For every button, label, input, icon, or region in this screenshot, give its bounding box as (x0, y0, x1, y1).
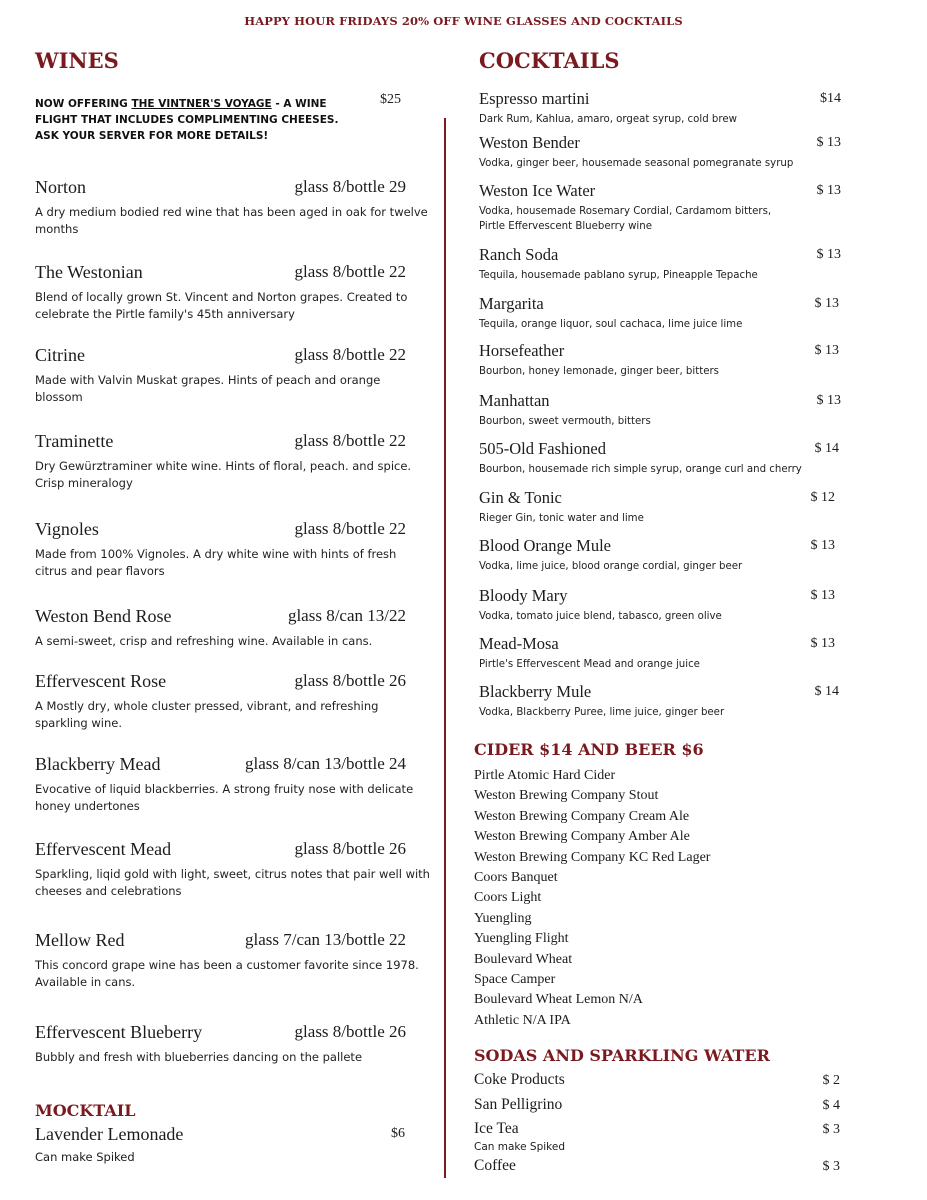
wine-price: glass 8/bottle 26 (294, 1022, 406, 1041)
wine-desc: This concord grape wine has been a customer favorite since 1978. Available in cans. (35, 958, 419, 989)
mocktail-heading: MOCKTAIL (35, 1101, 136, 1120)
wine-desc: Blend of locally grown St. Vincent and Norton grapes. Created to celebrate the Pirtle family's 45th anniversary (35, 290, 408, 321)
cocktail-name: Weston Bender (479, 133, 580, 152)
cocktail-name: Margarita (479, 294, 544, 313)
wine-desc: Sparkling, liqid gold with light, sweet, citrus notes that pair well with cheeses and celebrations (35, 867, 430, 898)
sodas-heading: SODAS AND SPARKLING WATER (474, 1046, 770, 1065)
cocktail-desc: Vodka, tomato juice blend, tabasco, green olive (479, 611, 722, 622)
wine-item (35, 1022, 430, 1066)
wine-desc: Evocative of liquid blackberries. A strong fruity nose with delicate honey undertones (35, 782, 414, 813)
mocktail-name: Lavender Lemonade (35, 1124, 184, 1144)
wine-price: glass 8/bottle 22 (294, 431, 406, 450)
soda-price: $ 2 (822, 1073, 840, 1088)
cocktail-desc: Dark Rum, Kahlua, amaro, orgeat syrup, cold brew (479, 114, 737, 125)
cocktail-name: Weston Ice Water (479, 181, 596, 200)
cocktail-item (479, 536, 849, 574)
cocktail-name: 505-Old Fashioned (479, 439, 606, 458)
wine-item (35, 177, 430, 238)
cocktail-price: $ 13 (816, 393, 841, 408)
cocktail-item (479, 391, 849, 429)
soda-name: Coffee (474, 1157, 516, 1174)
cocktail-item (479, 245, 849, 283)
wine-name: Effervescent Rose (35, 671, 167, 691)
wine-desc: A dry medium bodied red wine that has been aged in oak for twelve months (35, 205, 428, 236)
cocktail-desc: Vodka, ginger beer, housemade seasonal pomegranate syrup (479, 158, 794, 169)
cocktail-item (479, 341, 849, 379)
cocktail-name: Manhattan (479, 391, 550, 410)
soda-name: Coke Products (474, 1071, 565, 1088)
wine-name: Mellow Red (35, 930, 125, 950)
wine-desc: Made with Valvin Muskat grapes. Hints of peach and orange blossom (35, 373, 381, 404)
mocktail-item (35, 1124, 405, 1164)
beer-item: Weston Brewing Company Amber Ale (474, 829, 690, 845)
cocktail-name: Blood Orange Mule (479, 536, 611, 555)
column-divider (444, 118, 446, 1178)
beer-item: Athletic N/A IPA (474, 1012, 571, 1028)
wine-item (35, 671, 430, 732)
beer-item: Boulevard Wheat (474, 951, 573, 967)
cocktails-heading: COCKTAILS (479, 48, 620, 73)
wine-item (35, 262, 430, 323)
cocktail-item (479, 294, 849, 332)
beer-item: Weston Brewing Company KC Red Lager (474, 849, 711, 865)
cocktail-item (479, 488, 849, 526)
cocktail-price: $ 13 (810, 636, 835, 651)
wine-item (35, 606, 430, 650)
wine-name: Citrine (35, 345, 85, 365)
soda-price: $ 3 (822, 1122, 840, 1137)
cocktail-price: $ 13 (810, 588, 835, 603)
wine-item (35, 754, 430, 815)
cocktail-desc: Bourbon, housemade rich simple syrup, orange curl and cherry (479, 464, 802, 475)
cocktail-desc: Pirtle's Effervescent Mead and orange juice (479, 659, 700, 670)
cocktail-name: Espresso martini (479, 89, 590, 108)
cocktail-item (479, 181, 841, 234)
cocktail-name: Blackberry Mule (479, 682, 592, 701)
wine-price: glass 8/bottle 22 (294, 345, 406, 364)
wine-price: glass 7/can 13/bottle 22 (244, 930, 406, 949)
beer-item: Coors Light (474, 890, 542, 906)
flight-promo (35, 96, 365, 144)
cocktail-price: $ 13 (816, 135, 841, 150)
wine-price: glass 8/bottle 22 (294, 519, 406, 538)
wine-name: Effervescent Blueberry (35, 1022, 203, 1042)
wine-desc: Bubbly and fresh with blueberries dancing on the pallete (35, 1050, 363, 1064)
cocktail-name: Bloody Mary (479, 586, 568, 605)
soda-desc: Can make Spiked (474, 1141, 566, 1153)
beer-item: Yuengling (474, 910, 532, 926)
cocktail-name: Ranch Soda (479, 245, 559, 264)
wine-name: The Westonian (35, 262, 143, 282)
cocktail-price: $14 (820, 91, 841, 106)
soda-item (474, 1096, 844, 1114)
promo-lead: NOW OFFERING (35, 98, 132, 110)
cocktail-item (479, 439, 849, 477)
wine-desc: Dry Gewürztraminer white wine. Hints of floral, peach. and spice. Crisp mineralogy (35, 459, 412, 490)
wine-price: glass 8/can 13/bottle 24 (244, 754, 406, 773)
mocktail-price: $6 (391, 1126, 405, 1141)
wine-price: glass 8/bottle 26 (294, 671, 406, 690)
wine-price: glass 8/bottle 22 (294, 262, 406, 281)
wine-item (35, 345, 430, 406)
wines-heading: WINES (35, 48, 119, 73)
soda-name: Ice Tea (474, 1120, 519, 1137)
wine-desc: A semi-sweet, crisp and refreshing wine. Available in cans. (35, 634, 373, 648)
soda-item (474, 1071, 844, 1089)
wine-desc: Made from 100% Vignoles. A dry white wine with hints of fresh citrus and pear flavors (35, 547, 397, 578)
cocktail-desc: Vodka, Blackberry Puree, lime juice, ginger beer (479, 707, 725, 718)
cocktail-item (479, 89, 849, 127)
wine-name: Effervescent Mead (35, 839, 172, 859)
wine-desc: A Mostly dry, whole cluster pressed, vibrant, and refreshing sparkling wine. (35, 699, 379, 730)
beer-item: Pirtle Atomic Hard Cider (474, 768, 616, 783)
wine-name: Weston Bend Rose (35, 606, 172, 626)
wine-name: Traminette (35, 431, 114, 451)
wine-item (35, 839, 430, 900)
cocktail-price: $ 13 (816, 247, 841, 262)
soda-item (474, 1157, 844, 1175)
wine-price: glass 8/bottle 26 (294, 839, 406, 858)
cocktail-desc: Vodka, lime juice, blood orange cordial, ginger beer (479, 561, 743, 572)
cocktail-price: $ 13 (814, 296, 839, 311)
beer-item: Weston Brewing Company Cream Ale (474, 808, 690, 824)
wine-name: Norton (35, 177, 86, 197)
beer-item: Yuengling Flight (474, 931, 569, 947)
cocktail-desc: Bourbon, sweet vermouth, bitters (479, 416, 651, 427)
wine-price: glass 8/bottle 29 (294, 177, 406, 196)
cocktail-desc: Bourbon, honey lemonade, ginger beer, bitters (479, 366, 719, 377)
cocktail-item (479, 682, 849, 720)
cocktail-item (479, 133, 849, 171)
beer-list (474, 766, 710, 1031)
cocktail-name: Horsefeather (479, 341, 565, 360)
cocktail-name: Mead-Mosa (479, 634, 559, 653)
cocktail-desc: Tequila, housemade pablano syrup, Pineapple Tepache (479, 270, 758, 281)
cocktail-item (479, 634, 849, 672)
cocktail-price: $ 13 (810, 538, 835, 553)
beer-item: Weston Brewing Company Stout (474, 788, 659, 804)
wine-item (35, 930, 430, 991)
cocktail-desc: Vodka, housemade Rosemary Cordial, Cardamom bitters, Pirtle Effervescent Blueberry wine (479, 206, 772, 232)
cocktail-desc: Tequila, orange liquor, soul cachaca, lime juice lime (479, 319, 743, 330)
cocktail-price: $ 12 (810, 490, 835, 505)
soda-item (474, 1120, 844, 1154)
beer-item: Boulevard Wheat Lemon N/A (474, 992, 643, 1008)
soda-price: $ 3 (822, 1159, 840, 1174)
cocktail-price: $ 13 (816, 183, 841, 198)
cocktail-desc: Rieger Gin, tonic water and lime (479, 513, 644, 524)
soda-name: San Pelligrino (474, 1096, 563, 1113)
flight-price: $25 (380, 92, 401, 107)
happy-hour-banner: HAPPY HOUR FRIDAYS 20% OFF WINE GLASSES AND COCKTAILS (244, 14, 683, 28)
soda-price: $ 4 (822, 1098, 840, 1113)
cider-beer-heading: CIDER $14 AND BEER $6 (474, 740, 704, 759)
cocktail-item (479, 586, 849, 624)
vintners-voyage-name: THE VINTNER'S VOYAGE (131, 98, 272, 110)
beer-item: Space Camper (474, 972, 556, 988)
cocktail-price: $ 13 (814, 343, 839, 358)
wine-name: Vignoles (35, 519, 99, 539)
wine-item (35, 519, 430, 580)
cocktail-name: Gin & Tonic (479, 488, 562, 507)
cocktail-price: $ 14 (814, 441, 839, 456)
wine-item (35, 431, 430, 492)
mocktail-desc: Can make Spiked (35, 1150, 135, 1164)
promo-rest: - A WINE FLIGHT THAT INCLUDES COMPLIMENTING CHEESES. ASK YOUR SERVER FOR MORE DETAILS! (35, 98, 339, 142)
wine-name: Blackberry Mead (35, 754, 161, 774)
beer-item: Coors Banquet (474, 870, 558, 886)
wine-price: glass 8/can 13/22 (287, 606, 406, 625)
cocktail-price: $ 14 (814, 684, 839, 699)
